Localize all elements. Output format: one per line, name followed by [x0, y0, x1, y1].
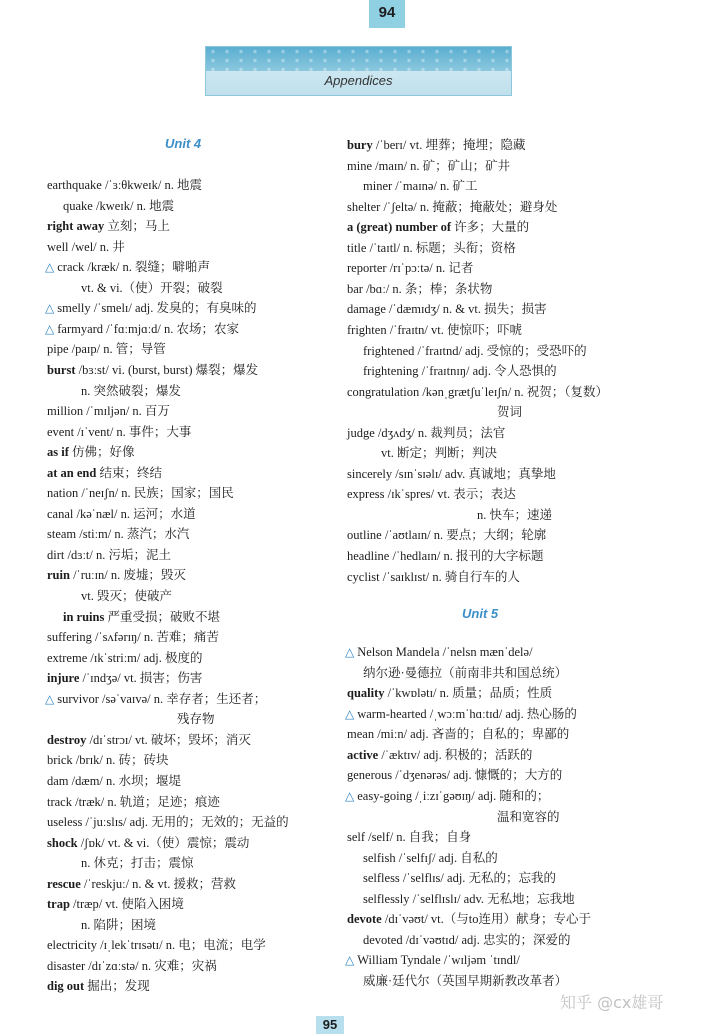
- entry-text: warm-hearted /ˌwɔːmˈhɑːtɪd/ adj. 热心肠的: [357, 706, 577, 721]
- headword: right away: [47, 219, 105, 234]
- glossary-entry: [347, 726, 569, 742]
- glossary-entry: [347, 527, 546, 543]
- glossary-entry: [363, 343, 587, 359]
- entry-text: frightening /ˈfraɪtnɪŋ/ adj. 令人恐惧的: [363, 364, 557, 379]
- entry-text: devoted /dɪˈvəʊtɪd/ adj. 忠实的；深爱的: [363, 932, 571, 947]
- glossary-entry: [47, 814, 289, 830]
- glossary-entry: [477, 507, 552, 523]
- glossary-entry: [347, 301, 547, 317]
- entry-text: outline /ˈaʊtlaɪn/ n. 要点；大纲；轮廓: [347, 528, 547, 543]
- glossary-entry: [347, 260, 473, 276]
- unit-heading: Unit 5: [462, 606, 499, 622]
- glossary-entry: [47, 177, 202, 193]
- glossary-entry: [81, 917, 156, 933]
- glossary-entry: [347, 219, 529, 235]
- glossary-entry: [347, 911, 591, 927]
- entry-text: frightened /ˈfraɪtnd/ adj. 受惊的；受恐吓的: [363, 343, 587, 358]
- entry-text: selflessly /ˈselflɪslɪ/ adv. 无私地；忘我地: [363, 891, 575, 906]
- headword: burst: [47, 362, 76, 377]
- glossary-entry: [363, 363, 557, 379]
- triangle-marker-icon: △: [45, 260, 58, 275]
- glossary-entry: [381, 445, 497, 461]
- headword: destroy: [47, 732, 87, 747]
- definition: /dɪˈvəʊt/ vt.（与to连用）献身；专心于: [381, 912, 592, 927]
- entry-text: 残存物: [177, 712, 215, 727]
- entry-text: frighten /ˈfraɪtn/ vt. 使惊吓；吓唬: [347, 322, 522, 337]
- glossary-entry: [47, 218, 170, 234]
- definition: /træp/ vt. 使陷入困境: [69, 897, 184, 912]
- glossary-entry: [347, 199, 557, 215]
- entry-text: n. 休克；打击；震惊: [81, 856, 194, 871]
- definition: /ˈberɪ/ vt. 埋葬；掩埋；隐藏: [372, 138, 526, 152]
- entry-text: track /træk/ n. 轨道；足迹；痕迹: [47, 794, 220, 809]
- entry-text: electricity /ɪˌlekˈtrɪsətɪ/ n. 电；电流；电学: [47, 938, 266, 953]
- entry-text: Nelson Mandela /ˈnelsn mænˈdelə/: [357, 645, 533, 660]
- definition: /dɪˈstrɔɪ/ vt. 破坏；毁坏；消灭: [86, 732, 251, 747]
- entry-text: dirt /dɜːt/ n. 污垢；泥土: [47, 547, 171, 562]
- entry-text: steam /stiːm/ n. 蒸汽；水汽: [47, 527, 190, 542]
- entry-text: 温和宽容的: [497, 809, 560, 824]
- glossary-entry: [81, 383, 181, 399]
- entry-text: crack /kræk/ n. 裂缝；噼啪声: [57, 260, 210, 275]
- entry-text: express /ɪkˈspres/ vt. 表示；表达: [347, 487, 516, 502]
- entry-text: 威廉·廷代尔（英国早期新教改革者）: [363, 973, 568, 988]
- entry-text: 贺词: [497, 405, 523, 420]
- glossary-entry: [347, 137, 525, 153]
- definition: /ˈruːɪn/ n. 废墟；毁灭: [69, 568, 186, 583]
- glossary-entry: [45, 300, 257, 316]
- entry-text: n. 快车；速递: [477, 507, 553, 522]
- glossary-entry: [47, 650, 203, 666]
- glossary-entry: [47, 547, 171, 563]
- left-column: [0, 0, 330, 1034]
- entry-text: event /ɪˈvent/ n. 事件；大事: [47, 424, 192, 439]
- glossary-entry: [347, 322, 522, 338]
- entry-text: n. 陷阱；困境: [81, 917, 157, 932]
- entry-text: headline /ˈhedlaɪn/ n. 报刊的大字标题: [347, 549, 544, 563]
- glossary-entry: [345, 706, 577, 722]
- headword: devote: [347, 912, 382, 927]
- glossary-entry: [363, 850, 498, 866]
- definition: 立刻；马上: [104, 219, 170, 234]
- entry-text: generous /ˈdʒenərəs/ adj. 慷慨的；大方的: [347, 768, 563, 783]
- glossary-entry: [47, 444, 135, 460]
- glossary-entry: [347, 829, 471, 845]
- entry-text: suffering /ˈsʌfərɪŋ/ n. 苦难；痛苦: [47, 630, 219, 645]
- entry-text: bar /bɑː/ n. 条；棒；条状物: [347, 281, 493, 296]
- headword: rescue: [47, 876, 81, 891]
- glossary-entry: [47, 506, 196, 522]
- headword: at an end: [47, 465, 97, 480]
- glossary-entry: [47, 958, 217, 974]
- glossary-entry: [497, 404, 522, 420]
- glossary-entry: [345, 788, 549, 804]
- triangle-marker-icon: △: [345, 788, 358, 803]
- entry-text: vt. & vi.（使）开裂；破裂: [81, 280, 223, 295]
- glossary-entry: [81, 855, 194, 871]
- entry-text: title /ˈtaɪtl/ n. 标题；头衔；资格: [347, 240, 516, 255]
- entry-text: vt. 断定；判断；判决: [381, 446, 497, 461]
- right-column: [340, 0, 670, 1034]
- entry-text: brick /brɪk/ n. 砖；砖块: [47, 753, 169, 768]
- glossary-entry: [47, 567, 186, 583]
- glossary-entry: [347, 767, 562, 783]
- glossary-entry: [47, 876, 236, 892]
- glossary-entry: [347, 281, 492, 297]
- entry-text: mean /miːn/ adj. 吝啬的；自私的；卑鄙的: [347, 727, 570, 742]
- zhihu-watermark: 知乎 @cx雄哥: [560, 993, 664, 1012]
- entry-text: disaster /dɪˈzɑːstə/ n. 灾难；灾祸: [47, 958, 217, 973]
- glossary-entry: [47, 629, 219, 645]
- definition: /ˈæktɪv/ adj. 积极的；活跃的: [378, 747, 533, 762]
- glossary-entry: [497, 809, 560, 825]
- entry-text: miner /ˈmaɪnə/ n. 矿工: [363, 179, 478, 194]
- definition: /ˈreskjuː/ n. & vt. 援救；营救: [80, 876, 236, 891]
- glossary-entry: [345, 952, 520, 968]
- entry-text: survivor /səˈvaɪvə/ n. 幸存者；生还者；: [57, 691, 267, 706]
- headword: bury: [347, 138, 373, 152]
- entry-text: mine /maɪn/ n. 矿；矿山；矿井: [347, 158, 511, 173]
- glossary-entry: [47, 526, 189, 542]
- glossary-entry: [47, 835, 249, 851]
- triangle-marker-icon: △: [345, 645, 358, 660]
- glossary-entry: [45, 259, 210, 275]
- headword: ruin: [47, 568, 70, 583]
- glossary-entry: [177, 711, 215, 727]
- triangle-marker-icon: △: [45, 691, 58, 706]
- entry-text: 纳尔逊·曼德拉（前南非共和国总统）: [363, 665, 568, 680]
- entry-text: nation /ˈneɪʃn/ n. 民族；国家；国民: [47, 486, 234, 501]
- triangle-marker-icon: △: [45, 301, 58, 316]
- triangle-marker-icon: △: [45, 321, 58, 336]
- page-number-bottom: 95: [316, 1016, 344, 1034]
- glossary-entry: [47, 896, 184, 912]
- banner-title: Appendices: [324, 73, 393, 88]
- entry-text: selfless /ˈselflɪs/ adj. 无私的；忘我的: [363, 871, 557, 886]
- page-number-top: 94: [369, 0, 405, 28]
- entry-text: quake /kweɪk/ n. 地震: [63, 198, 175, 213]
- entry-text: selfish /ˈselfɪʃ/ adj. 自私的: [363, 850, 498, 865]
- headword: quality: [347, 686, 385, 701]
- entry-text: pipe /paɪp/ n. 管；导管: [47, 342, 166, 357]
- headword: injure: [47, 671, 80, 686]
- headword: trap: [47, 897, 70, 912]
- glossary-entry: [47, 485, 234, 501]
- entry-text: smelly /ˈsmelɪ/ adj. 发臭的；有臭味的: [57, 301, 257, 316]
- definition: 仿佛；好像: [68, 445, 135, 460]
- glossary-entry: [363, 932, 571, 948]
- entry-text: million /ˈmɪljən/ n. 百万: [47, 404, 170, 419]
- glossary-entry: [363, 973, 567, 989]
- glossary-entry: [47, 794, 220, 810]
- definition: 掘出；发现: [84, 979, 150, 994]
- entry-text: judge /dʒʌdʒ/ n. 裁判员；法官: [347, 425, 506, 440]
- glossary-entry: [63, 198, 174, 214]
- glossary-entry: [347, 466, 556, 482]
- entry-text: vt. 毁灭；使破产: [81, 589, 172, 603]
- glossary-entry: [63, 609, 220, 625]
- glossary-entry: [347, 685, 552, 701]
- entry-text: reporter /rɪˈpɔːtə/ n. 记者: [347, 261, 474, 276]
- glossary-entry: [47, 752, 169, 768]
- glossary-entry: [363, 891, 575, 907]
- glossary-entry: [47, 732, 251, 748]
- definition: 许多；大量的: [451, 220, 530, 235]
- glossary-entry: [81, 588, 172, 604]
- glossary-entry: [363, 870, 556, 886]
- unit-heading: Unit 4: [165, 136, 202, 151]
- entry-text: extreme /ɪkˈstriːm/ adj. 极度的: [47, 650, 203, 665]
- definition: 结束；终结: [96, 465, 162, 480]
- definition: /ˈɪndʒə/ vt. 损害；伤害: [79, 671, 203, 686]
- glossary-entry: [45, 691, 266, 707]
- glossary-entry: [363, 665, 567, 681]
- glossary-entry: [47, 670, 202, 686]
- glossary-entry: [47, 341, 166, 357]
- glossary-entry: [347, 548, 544, 564]
- entry-text: farmyard /ˈfɑːmjɑːd/ n. 农场；农家: [57, 321, 240, 336]
- definition: /ˈkwɒlətɪ/ n. 质量；品质；性质: [384, 686, 553, 701]
- glossary-entry: [47, 403, 170, 419]
- entry-text: n. 突然破裂；爆发: [81, 383, 182, 398]
- headword: as if: [47, 445, 69, 460]
- glossary-entry: [47, 978, 150, 994]
- entry-text: self /self/ n. 自我；自身: [347, 830, 472, 845]
- glossary-entry: [347, 747, 532, 763]
- glossary-entry: [47, 362, 258, 378]
- glossary-entry: [81, 280, 223, 296]
- glossary-entry: [347, 158, 510, 174]
- headword: in ruins: [63, 609, 105, 624]
- definition: /bɜːst/ vi. (burst, burst) 爆裂；爆发: [75, 362, 259, 377]
- headword: a (great) number of: [347, 220, 452, 235]
- headword: active: [347, 747, 379, 762]
- glossary-entry: [347, 569, 520, 585]
- entry-text: earthquake /ˈɜːθkweɪk/ n. 地震: [47, 178, 202, 192]
- entry-text: William Tyndale /ˈwɪljəm ˈtɪndl/: [357, 953, 520, 968]
- glossary-entry: [47, 424, 191, 440]
- glossary-entry: [347, 486, 516, 502]
- entry-text: congratulation /kənˌgrætʃuˈleɪʃn/ n. 祝贺；（复数）: [347, 384, 609, 399]
- entry-text: sincerely /sɪnˈsɪəlɪ/ adv. 真诚地；真挚地: [347, 466, 556, 481]
- definition: /ʃɒk/ vt. & vi.（使）震惊；震动: [77, 835, 250, 850]
- glossary-entry: [45, 321, 239, 337]
- entry-text: shelter /ˈʃeltə/ n. 掩蔽；掩蔽处；避身处: [347, 199, 558, 214]
- glossary-entry: [347, 384, 608, 400]
- glossary-entry: [47, 239, 125, 255]
- headword: dig out: [47, 979, 85, 994]
- definition: 严重受损；破败不堪: [104, 609, 220, 624]
- entry-text: canal /kəˈnæl/ n. 运河；水道: [47, 506, 196, 521]
- glossary-entry: [47, 773, 181, 789]
- triangle-marker-icon: △: [345, 953, 358, 968]
- entry-text: damage /ˈdæmɪdʒ/ n. & vt. 损失；损害: [347, 302, 547, 317]
- glossary-entry: [345, 644, 533, 660]
- glossary-entry: [347, 240, 516, 256]
- glossary-entry: [347, 425, 505, 441]
- glossary-entry: [363, 178, 478, 194]
- entry-text: useless /ˈjuːslɪs/ adj. 无用的；无效的；无益的: [47, 815, 289, 830]
- glossary-entry: [47, 937, 266, 953]
- entry-text: dam /dæm/ n. 水坝；堰堤: [47, 773, 182, 788]
- entry-text: cyclist /ˈsaɪklɪst/ n. 骑自行车的人: [347, 569, 520, 584]
- triangle-marker-icon: △: [345, 706, 358, 721]
- entry-text: easy-going /ˌiːzɪˈgəʊɪŋ/ adj. 随和的；: [357, 788, 550, 803]
- glossary-entry: [47, 465, 162, 481]
- entry-text: well /wel/ n. 井: [47, 239, 125, 254]
- headword: shock: [47, 835, 78, 850]
